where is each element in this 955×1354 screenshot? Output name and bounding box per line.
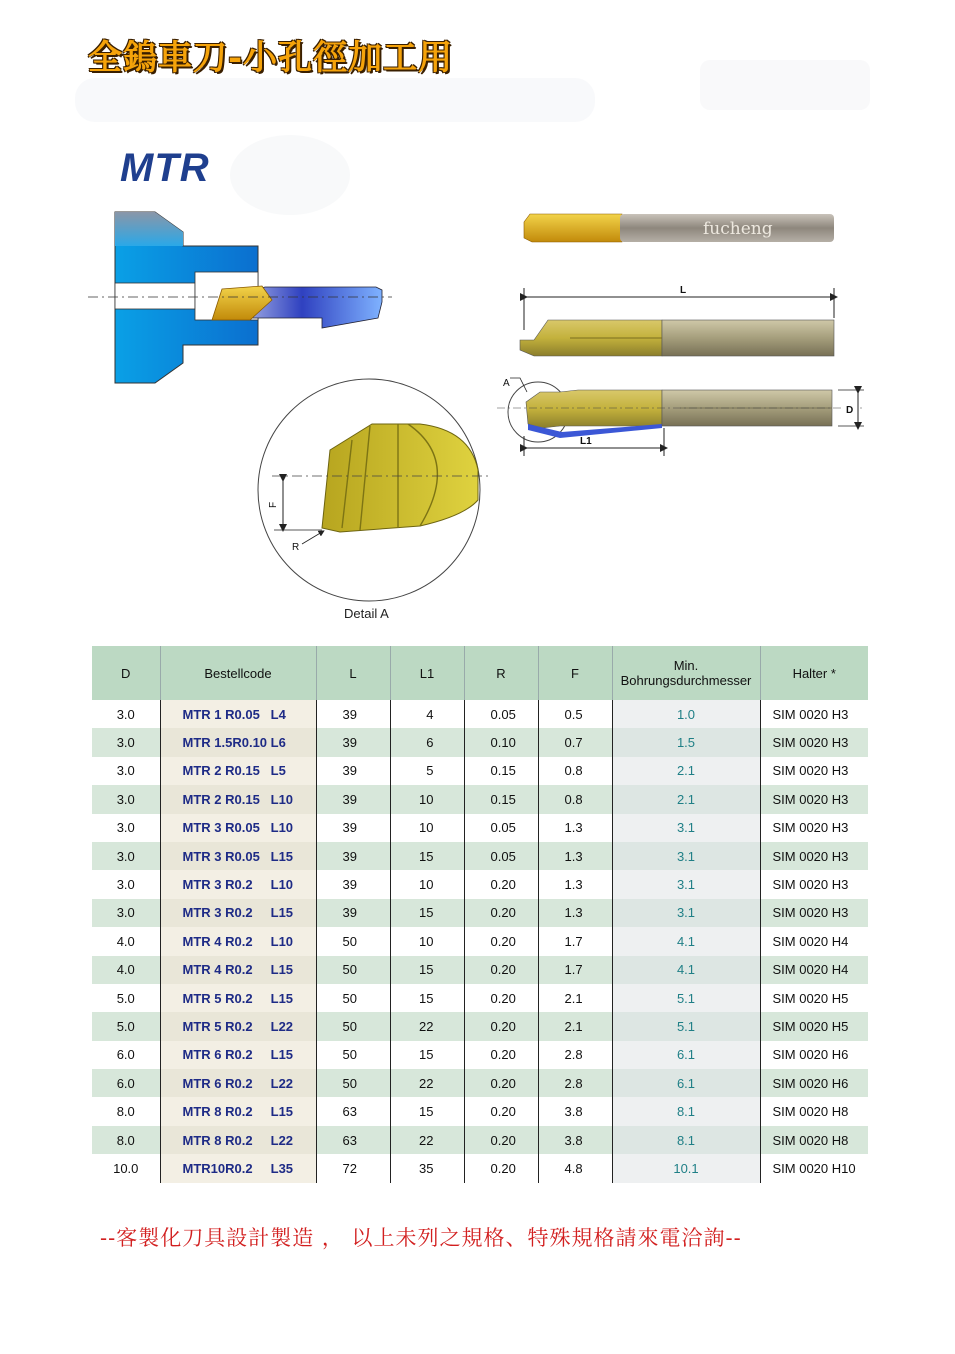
cell-halter: SIM 0020 H6 [760,1041,868,1069]
cell-bestellcode: MTR 3 R0.05 L10 [160,814,316,842]
workpiece-section-diagram [88,212,392,383]
dim-label-R: R [292,542,300,553]
cell-d: 6.0 [92,1041,160,1069]
cell-l: 39 [316,814,390,842]
cell-l1: 15 [390,899,464,927]
cell-bestellcode: MTR 2 R0.15 L10 [160,785,316,813]
cell-d: 8.0 [92,1097,160,1125]
cell-bestellcode: MTR 6 R0.2 L15 [160,1041,316,1069]
table-row [92,899,868,927]
cell-halter: SIM 0020 H10 [760,1154,868,1182]
cell-d: 5.0 [92,984,160,1012]
cell-l: 39 [316,700,390,728]
cell-d: 6.0 [92,1069,160,1097]
cell-l1: 10 [390,870,464,898]
cell-f: 0.8 [538,757,612,785]
cell-f: 1.3 [538,842,612,870]
cell-l1: 10 [390,927,464,955]
cell-f: 2.1 [538,984,612,1012]
cell-l: 50 [316,927,390,955]
table-row [92,1041,868,1069]
cell-l: 39 [316,757,390,785]
cell-f: 1.7 [538,927,612,955]
cell-l1: 15 [390,956,464,984]
table-row [92,1012,868,1040]
cell-l1: 22 [390,1126,464,1154]
cell-l: 39 [316,728,390,756]
cell-min-bohrung: 1.0 [612,700,760,728]
cell-d: 3.0 [92,842,160,870]
dim-label-F: F [268,501,279,508]
cell-halter: SIM 0020 H3 [760,899,868,927]
cell-r: 0.05 [464,814,538,842]
cell-min-bohrung: 8.1 [612,1097,760,1125]
cell-f: 0.7 [538,728,612,756]
header-min-bohrung: Min. Bohrungsdurchmesser [612,646,760,700]
cell-r: 0.20 [464,1012,538,1040]
cell-min-bohrung: 2.1 [612,757,760,785]
cell-r: 0.20 [464,1097,538,1125]
detail-a-label: Detail A [344,606,389,621]
cell-d: 3.0 [92,785,160,813]
cell-halter: SIM 0020 H3 [760,870,868,898]
cell-l: 39 [316,842,390,870]
cell-bestellcode: MTR 1.5R0.10 L6 [160,728,316,756]
cell-halter: SIM 0020 H3 [760,728,868,756]
cell-bestellcode: MTR 8 R0.2 L15 [160,1097,316,1125]
cell-min-bohrung: 3.1 [612,842,760,870]
tool-photo [524,214,834,242]
cell-min-bohrung: 3.1 [612,899,760,927]
cell-halter: SIM 0020 H4 [760,956,868,984]
cell-r: 0.10 [464,728,538,756]
cell-halter: SIM 0020 H3 [760,700,868,728]
cell-halter: SIM 0020 H6 [760,1069,868,1097]
cell-min-bohrung: 4.1 [612,956,760,984]
table-row [92,785,868,813]
cell-r: 0.05 [464,842,538,870]
cell-bestellcode: MTR 3 R0.2 L10 [160,870,316,898]
cell-bestellcode: MTR 6 R0.2 L22 [160,1069,316,1097]
cell-d: 10.0 [92,1154,160,1182]
cell-l: 72 [316,1154,390,1182]
cell-halter: SIM 0020 H5 [760,984,868,1012]
cell-l1: 15 [390,1097,464,1125]
cell-r: 0.15 [464,785,538,813]
cell-l1: 4 [390,700,464,728]
table-row [92,984,868,1012]
header-d: D [92,646,160,700]
cell-min-bohrung: 6.1 [612,1069,760,1097]
cell-f: 1.3 [538,870,612,898]
cell-f: 1.7 [538,956,612,984]
table-row [92,1069,868,1097]
table-row [92,1154,868,1182]
cell-l: 50 [316,1012,390,1040]
product-code: MTR [120,146,210,190]
cell-l: 39 [316,785,390,813]
table-row [92,870,868,898]
header-halter: Halter * [760,646,868,700]
cell-l: 63 [316,1097,390,1125]
cell-r: 0.20 [464,1041,538,1069]
cell-r: 0.20 [464,899,538,927]
cell-d: 3.0 [92,870,160,898]
cell-f: 1.3 [538,899,612,927]
cell-bestellcode: MTR 2 R0.15 L5 [160,757,316,785]
cell-bestellcode: MTR 3 R0.05 L15 [160,842,316,870]
tool-diagrams [0,0,955,640]
cell-l: 50 [316,1069,390,1097]
cell-d: 3.0 [92,757,160,785]
cell-l1: 22 [390,1012,464,1040]
cell-r: 0.20 [464,1069,538,1097]
table-row [92,927,868,955]
cell-min-bohrung: 1.5 [612,728,760,756]
cell-bestellcode: MTR 5 R0.2 L15 [160,984,316,1012]
table-row [92,700,868,728]
cell-l1: 10 [390,814,464,842]
cell-min-bohrung: 6.1 [612,1041,760,1069]
watermark-fucheng: fucheng [703,219,773,239]
table-header-row [92,646,868,700]
cell-f: 0.5 [538,700,612,728]
cell-bestellcode: MTR 4 R0.2 L15 [160,956,316,984]
cell-l1: 5 [390,757,464,785]
cell-l1: 22 [390,1069,464,1097]
cell-bestellcode: MTR 3 R0.2 L15 [160,899,316,927]
cell-r: 0.15 [464,757,538,785]
cell-r: 0.20 [464,984,538,1012]
cell-bestellcode: MTR 1 R0.05 L4 [160,700,316,728]
cell-l1: 15 [390,1041,464,1069]
cell-r: 0.20 [464,927,538,955]
cell-d: 8.0 [92,1126,160,1154]
cell-l1: 15 [390,842,464,870]
cell-l1: 15 [390,984,464,1012]
cell-d: 5.0 [92,1012,160,1040]
background-watermark [75,60,870,215]
table-row [92,757,868,785]
cell-r: 0.20 [464,870,538,898]
cell-l1: 35 [390,1154,464,1182]
tool-top-view [497,378,864,456]
dim-label-A: A [503,378,510,389]
header-r: R [464,646,538,700]
header-l1: L1 [390,646,464,700]
table-row [92,814,868,842]
cell-l: 50 [316,984,390,1012]
detail-a-diagram [258,379,488,601]
cell-f: 4.8 [538,1154,612,1182]
dim-label-L: L [680,285,687,296]
cell-l: 50 [316,956,390,984]
cell-min-bohrung: 3.1 [612,870,760,898]
cell-d: 3.0 [92,700,160,728]
cell-r: 0.20 [464,1154,538,1182]
cell-bestellcode: MTR 5 R0.2 L22 [160,1012,316,1040]
table-row [92,1097,868,1125]
cell-bestellcode: MTR 8 R0.2 L22 [160,1126,316,1154]
table-row [92,956,868,984]
table-row [92,728,868,756]
cell-r: 0.20 [464,956,538,984]
cell-halter: SIM 0020 H3 [760,785,868,813]
cell-r: 0.05 [464,700,538,728]
tool-side-view [520,285,834,356]
cell-min-bohrung: 4.1 [612,927,760,955]
dim-label-D: D [846,405,854,416]
cell-halter: SIM 0020 H3 [760,842,868,870]
cell-bestellcode: MTR 4 R0.2 L10 [160,927,316,955]
page-title: 全鎢車刀-小孔徑加工用 [88,38,454,78]
cell-halter: SIM 0020 H8 [760,1097,868,1125]
cell-r: 0.20 [464,1126,538,1154]
cell-d: 3.0 [92,728,160,756]
header-f: F [538,646,612,700]
cell-d: 3.0 [92,814,160,842]
cell-min-bohrung: 2.1 [612,785,760,813]
header-l: L [316,646,390,700]
cell-min-bohrung: 3.1 [612,814,760,842]
cell-halter: SIM 0020 H3 [760,814,868,842]
cell-f: 2.8 [538,1069,612,1097]
cell-f: 3.8 [538,1097,612,1125]
cell-l: 39 [316,870,390,898]
cell-f: 3.8 [538,1126,612,1154]
table-row [92,842,868,870]
cell-d: 4.0 [92,956,160,984]
cell-min-bohrung: 8.1 [612,1126,760,1154]
cell-f: 2.8 [538,1041,612,1069]
cell-d: 4.0 [92,927,160,955]
cell-f: 2.1 [538,1012,612,1040]
cell-min-bohrung: 10.1 [612,1154,760,1182]
cell-l1: 6 [390,728,464,756]
cell-halter: SIM 0020 H8 [760,1126,868,1154]
cell-min-bohrung: 5.1 [612,984,760,1012]
spec-table [92,646,868,1183]
cell-l: 39 [316,899,390,927]
cell-f: 1.3 [538,814,612,842]
cell-l: 63 [316,1126,390,1154]
cell-halter: SIM 0020 H4 [760,927,868,955]
cell-f: 0.8 [538,785,612,813]
cell-d: 3.0 [92,899,160,927]
cell-l: 50 [316,1041,390,1069]
footer-note: --客製化刀具設計製造 ， 以上未列之規格、特殊規格請來電洽詢-- [100,1226,742,1250]
cell-min-bohrung: 5.1 [612,1012,760,1040]
dim-label-L1: L1 [580,436,592,447]
cell-halter: SIM 0020 H3 [760,757,868,785]
header-bestellcode: Bestellcode [160,646,316,700]
cell-l1: 10 [390,785,464,813]
table-row [92,1126,868,1154]
cell-halter: SIM 0020 H5 [760,1012,868,1040]
cell-bestellcode: MTR10R0.2 L35 [160,1154,316,1182]
